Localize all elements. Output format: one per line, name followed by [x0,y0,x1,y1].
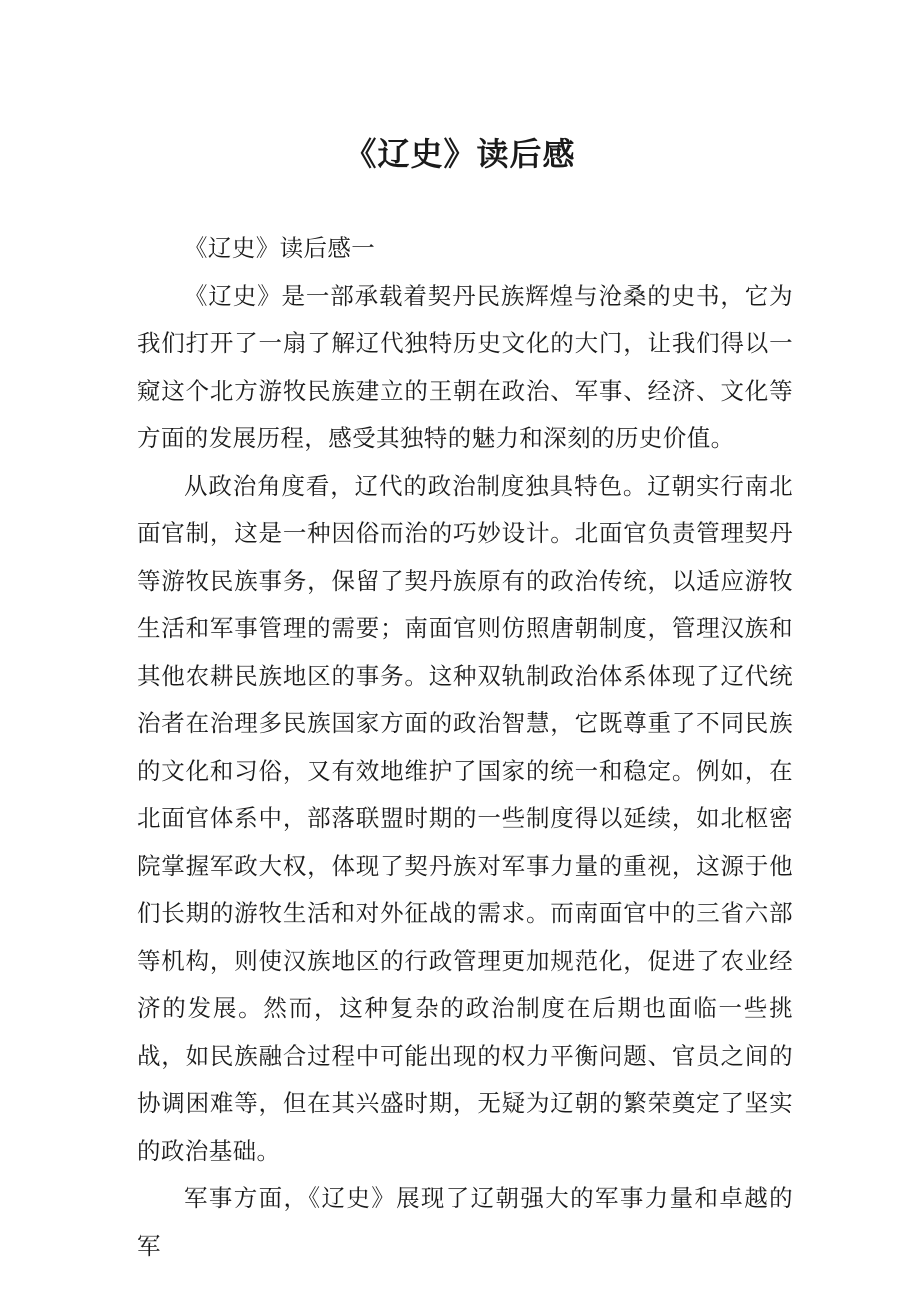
paragraph-military: 军事方面，《辽史》展现了辽朝强大的军事力量和卓越的军 [137,1184,793,1260]
section-subtitle: 《辽史》读后感一 [184,234,376,262]
paragraph-politics: 从政治角度看，辽代的政治制度独具特色。辽朝实行南北面官制，这是一种因俗而治的巧妙设计。北面官负责管理契丹等游牧民族事务，保留了契丹族原有的政治传统，以适应游牧生活和军事管理的需要；南面官则仿照唐朝制度，管理汉族和其他农耕民族地区的事务。这种双轨制政治体系体现了辽代统治者在治理多民族国家方面的政治智慧，它既尊重了不同民族的文化和习俗，又有效地维护了国家的统一和稳定。例如，在北面官体系中，部落联盟时期的一些制度得以延续，如北枢密院掌握军政大权，体现了契丹族对军事力量的重视，这源于他们长期的游牧生活和对外征战的需求。而南面官中的三省六部等机构，则使汉族地区的行政管理更加规范化，促进了农业经济的发展。然而，这种复杂的政治制度在后期也面临一些挑战，如民族融合过程中可能出现的权力平衡问题、官员之间的协调困难等，但在其兴盛时期，无疑为辽朝的繁荣奠定了坚实的政治基础。 [137,471,793,1165]
document-body [137,225,793,1270]
paragraph-intro: 《辽史》是一部承载着契丹民族辉煌与沧桑的史书，它为我们打开了一扇了解辽代独特历史文化的大门，让我们得以一窥这个北方游牧民族建立的王朝在政治、军事、经济、文化等方面的发展历程，感受其独特的魅力和深刻的历史价值。 [137,281,793,452]
document-title: 《辽史》读后感 [344,135,576,173]
